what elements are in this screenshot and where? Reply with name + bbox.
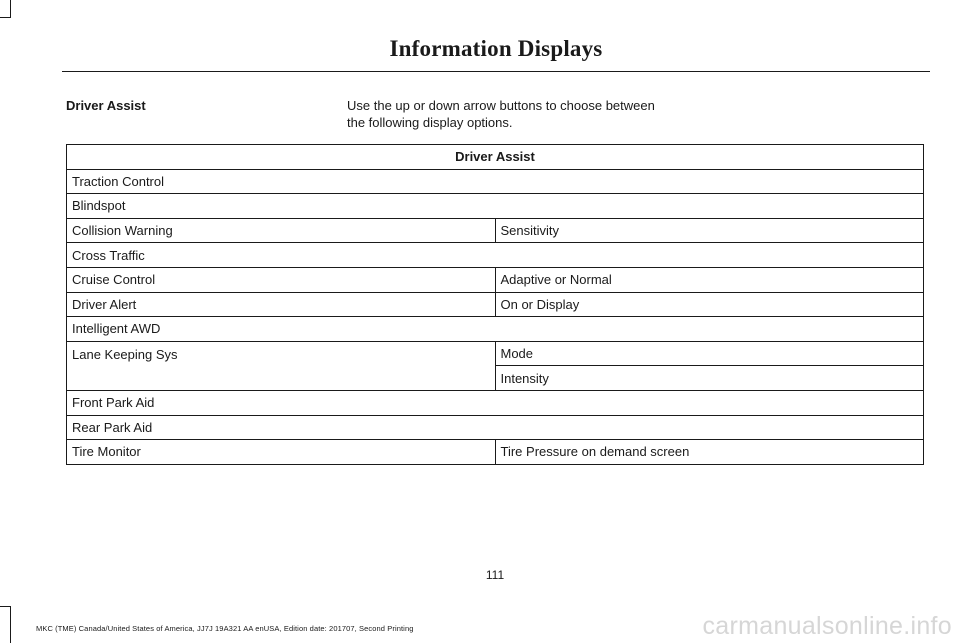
setting-cell: Tire Pressure on demand screen	[495, 440, 924, 465]
option-cell: Front Park Aid	[67, 390, 924, 415]
table-row	[67, 341, 924, 366]
table-header: Driver Assist	[67, 145, 924, 170]
table-row	[67, 243, 924, 268]
table-row	[67, 317, 924, 342]
setting-cell: Mode	[495, 341, 924, 366]
setting-cell: Intensity	[495, 366, 924, 391]
footer-edition-text: MKC (TME) Canada/United States of America, JJ7J 19A321 AA enUSA, Edition date: 201707, Second Printing	[36, 624, 414, 633]
header-divider	[62, 71, 930, 72]
setting-cell: Sensitivity	[495, 218, 924, 243]
setting-cell: Adaptive or Normal	[495, 267, 924, 292]
crop-mark-top-left	[10, 0, 11, 18]
option-cell: Rear Park Aid	[67, 415, 924, 440]
crop-mark-bottom-left	[10, 606, 11, 643]
crop-mark-top-left	[0, 17, 11, 18]
option-cell: Traction Control	[67, 169, 924, 194]
watermark: carmanualsonline.info	[702, 612, 952, 640]
table-header-row	[67, 145, 924, 170]
option-cell: Cruise Control	[67, 267, 496, 292]
option-cell: Tire Monitor	[67, 440, 496, 465]
table-row	[67, 440, 924, 465]
table-row	[67, 292, 924, 317]
table-row	[67, 218, 924, 243]
table-row	[67, 267, 924, 292]
page-title: Information Displays	[389, 36, 603, 61]
section-label: Driver Assist	[66, 98, 146, 113]
setting-cell: On or Display	[495, 292, 924, 317]
option-cell: Collision Warning	[67, 218, 496, 243]
table-row	[67, 194, 924, 219]
table-row	[67, 169, 924, 194]
driver-assist-table	[66, 144, 924, 465]
option-cell: Blindspot	[67, 194, 924, 219]
intro-text: Use the up or down arrow buttons to choose between the following display options.	[347, 98, 655, 130]
option-cell: Driver Alert	[67, 292, 496, 317]
option-cell: Lane Keeping Sys	[67, 341, 496, 390]
option-cell: Intelligent AWD	[67, 317, 924, 342]
crop-mark-bottom-left	[0, 606, 11, 607]
option-cell: Cross Traffic	[67, 243, 924, 268]
table-row	[67, 390, 924, 415]
table-row	[67, 415, 924, 440]
page-number: 111	[485, 568, 505, 582]
